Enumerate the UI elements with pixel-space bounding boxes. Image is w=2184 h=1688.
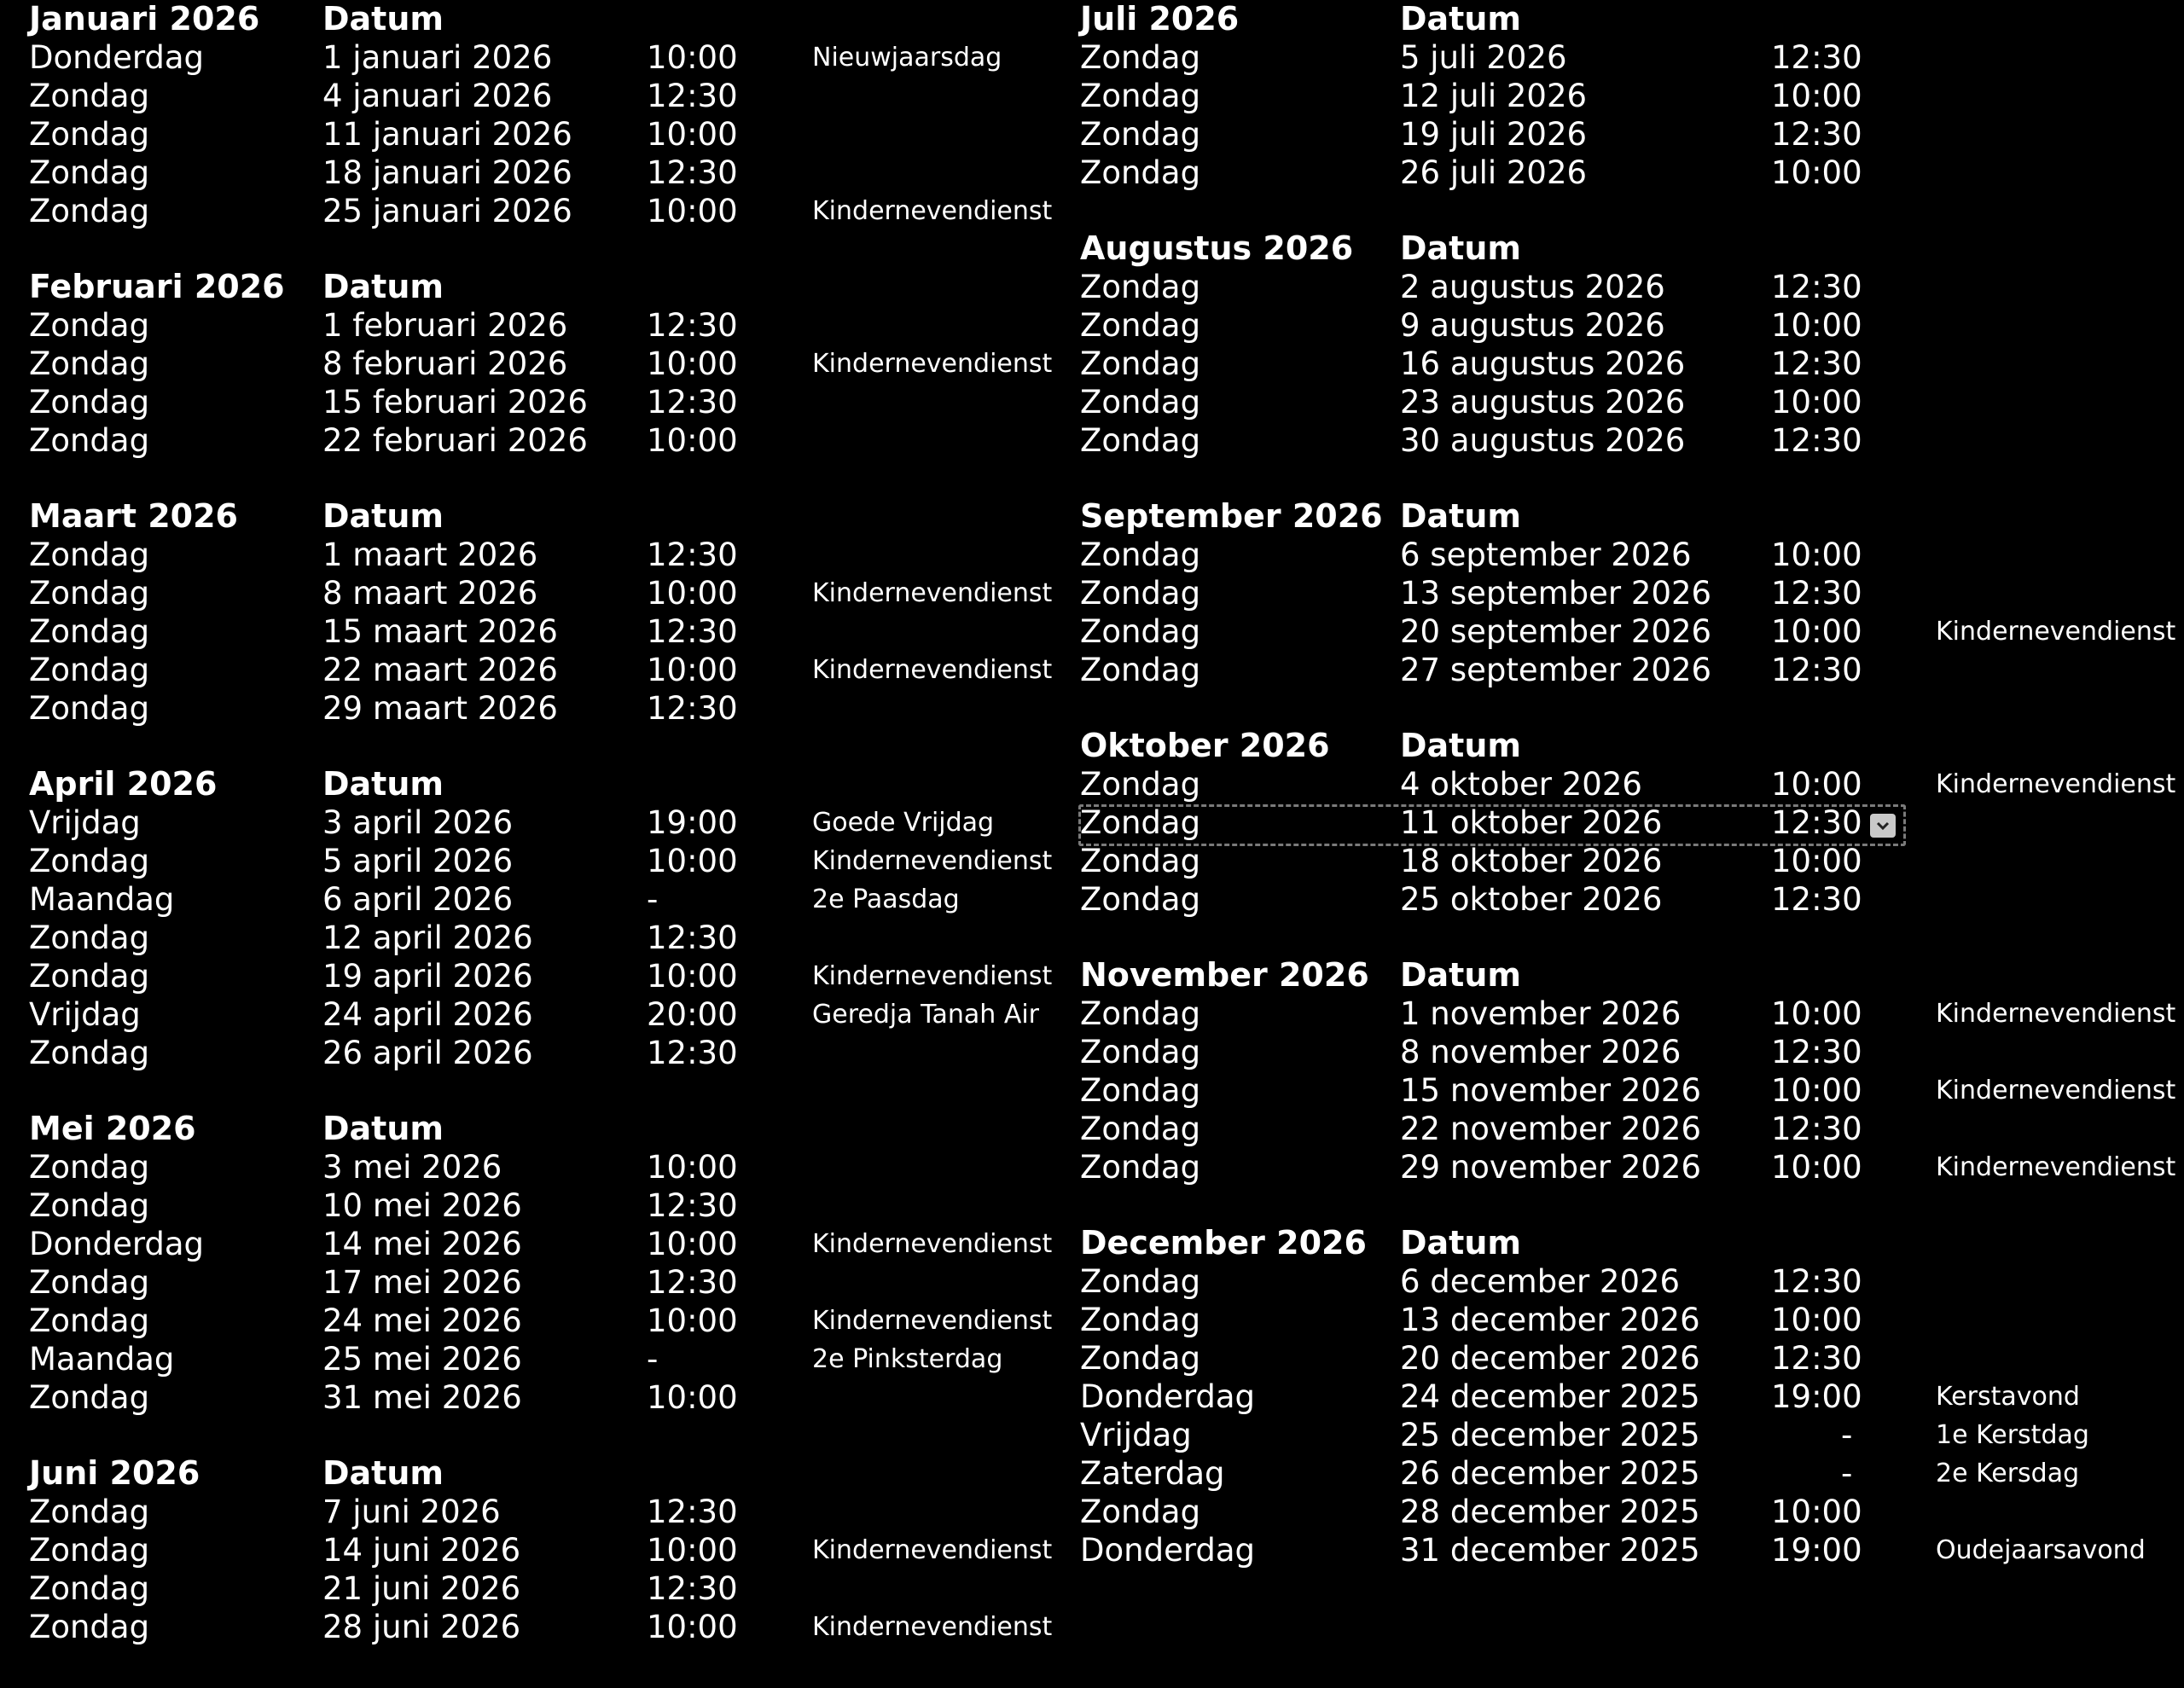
day-name: Maandag (29, 1341, 175, 1378)
service-date: 2 augustus 2026 (1400, 269, 1665, 305)
service-date: 25 mei 2026 (322, 1341, 522, 1378)
day-name: Zondag (1080, 537, 1201, 573)
service-time: 10:00 (647, 1609, 738, 1645)
service-time: 12:30 (1771, 1263, 1862, 1300)
day-name: Zondag (29, 116, 150, 153)
service-time: 10:00 (1771, 843, 1862, 879)
service-date: 19 juli 2026 (1400, 116, 1588, 153)
service-date: 14 mei 2026 (322, 1226, 522, 1262)
service-date: 31 december 2025 (1400, 1532, 1700, 1569)
service-note: Geredja Tanah Air (812, 1000, 1040, 1030)
day-name: Zondag (1080, 613, 1201, 650)
service-date: 6 december 2026 (1400, 1263, 1681, 1300)
service-note: Kindernevendienst (812, 655, 1053, 685)
service-note: Kindernevendienst (812, 1306, 1053, 1336)
service-time: 10:00 (647, 843, 738, 879)
day-name: Zondag (1080, 766, 1201, 803)
day-name: Zondag (1080, 154, 1201, 191)
service-date: 3 mei 2026 (322, 1149, 502, 1186)
day-name: Zondag (1080, 345, 1201, 382)
day-name: Zondag (29, 690, 150, 727)
service-time: 10:00 (647, 958, 738, 995)
day-name: Zondag (1080, 1072, 1201, 1109)
day-name: Zondag (1080, 384, 1201, 421)
day-name: Zondag (1080, 995, 1201, 1032)
service-note: Kerstavond (1936, 1382, 2080, 1412)
service-date: 20 december 2026 (1400, 1340, 1700, 1377)
service-time: 20:00 (647, 996, 738, 1033)
day-name: Zondag (29, 613, 150, 650)
service-time: 19:00 (647, 804, 738, 841)
date-column-header: Datum (1400, 956, 1521, 994)
day-name: Zondag (1080, 1263, 1201, 1300)
service-time: - (1841, 1455, 1853, 1492)
service-date: 30 augustus 2026 (1400, 422, 1686, 459)
service-date: 24 december 2025 (1400, 1378, 1700, 1415)
day-name: Zondag (29, 1264, 150, 1301)
service-date: 29 november 2026 (1400, 1149, 1702, 1186)
day-name: Zondag (29, 1609, 150, 1645)
service-time: 12:30 (1771, 804, 1862, 841)
date-column-header: Datum (322, 765, 444, 803)
month-title: April 2026 (29, 765, 218, 803)
service-date: 5 april 2026 (322, 843, 514, 879)
month-title: November 2026 (1080, 956, 1369, 994)
service-time: 10:00 (1771, 307, 1862, 344)
month-title: Augustus 2026 (1080, 229, 1354, 267)
service-date: 24 mei 2026 (322, 1302, 522, 1339)
day-name: Zondag (29, 1187, 150, 1224)
day-name: Zondag (29, 1379, 150, 1416)
day-name: Zaterdag (1080, 1455, 1225, 1492)
day-name: Donderdag (29, 1226, 205, 1262)
day-name: Zondag (1080, 78, 1201, 114)
service-date: 19 april 2026 (322, 958, 533, 995)
service-date: 4 oktober 2026 (1400, 766, 1642, 803)
service-date: 22 november 2026 (1400, 1111, 1702, 1147)
day-name: Zondag (29, 78, 150, 114)
service-note: Kindernevendienst (1936, 769, 2176, 799)
service-time: 12:30 (647, 919, 738, 956)
service-date: 4 januari 2026 (322, 78, 553, 114)
service-time: 10:00 (1771, 537, 1862, 573)
day-name: Zondag (29, 307, 150, 344)
day-name: Zondag (29, 1570, 150, 1607)
month-title: Maart 2026 (29, 497, 238, 535)
service-note: Kindernevendienst (1936, 1152, 2176, 1182)
chevron-down-icon[interactable] (1870, 814, 1896, 838)
service-time: 10:00 (647, 1149, 738, 1186)
service-date: 23 augustus 2026 (1400, 384, 1686, 421)
day-name: Zondag (1080, 1494, 1201, 1530)
service-time: 12:30 (1771, 575, 1862, 612)
service-date: 25 december 2025 (1400, 1417, 1700, 1453)
month-title: Januari 2026 (29, 0, 260, 38)
service-date: 13 september 2026 (1400, 575, 1712, 612)
service-date: 1 februari 2026 (322, 307, 568, 344)
month-title: December 2026 (1080, 1224, 1367, 1262)
service-time: 19:00 (1771, 1532, 1862, 1569)
service-note: Kindernevendienst (1936, 617, 2176, 647)
service-time: 10:00 (1771, 613, 1862, 650)
service-time: 12:30 (647, 78, 738, 114)
day-name: Zondag (1080, 116, 1201, 153)
service-time: 12:30 (647, 1035, 738, 1071)
service-time: 10:00 (1771, 1302, 1862, 1338)
service-time: 10:00 (647, 575, 738, 612)
day-name: Zondag (29, 958, 150, 995)
service-time: 10:00 (1771, 154, 1862, 191)
day-name: Zondag (1080, 652, 1201, 688)
service-time: 12:30 (647, 1187, 738, 1224)
service-time: 12:30 (647, 307, 738, 344)
day-name: Donderdag (1080, 1532, 1256, 1569)
service-date: 8 maart 2026 (322, 575, 538, 612)
service-note: Kindernevendienst (812, 846, 1053, 876)
day-name: Zondag (29, 193, 150, 229)
service-note: Kindernevendienst (812, 349, 1053, 379)
service-time: - (647, 1341, 659, 1378)
service-note: 1e Kerstdag (1936, 1420, 2089, 1450)
service-date: 16 augustus 2026 (1400, 345, 1686, 382)
day-name: Maandag (29, 881, 175, 918)
service-time: 10:00 (1771, 766, 1862, 803)
day-name: Zondag (29, 919, 150, 956)
service-time: 10:00 (647, 39, 738, 76)
day-name: Zondag (1080, 1111, 1201, 1147)
service-time: 12:30 (647, 690, 738, 727)
day-name: Zondag (29, 1149, 150, 1186)
service-time: - (1841, 1417, 1853, 1453)
day-name: Zondag (29, 345, 150, 382)
date-column-header: Datum (322, 1110, 444, 1147)
service-time: 10:00 (647, 1379, 738, 1416)
service-note: Kindernevendienst (812, 1612, 1053, 1642)
service-date: 6 september 2026 (1400, 537, 1692, 573)
service-date: 21 juni 2026 (322, 1570, 521, 1607)
month-title: Oktober 2026 (1080, 727, 1330, 764)
date-column-header: Datum (322, 268, 444, 305)
service-date: 14 juni 2026 (322, 1532, 521, 1569)
service-time: 12:30 (1771, 881, 1862, 918)
service-date: 8 november 2026 (1400, 1034, 1682, 1070)
day-name: Zondag (1080, 1034, 1201, 1070)
service-note: 2e Paasdag (812, 885, 960, 914)
date-column-header: Datum (1400, 1224, 1521, 1262)
day-name: Zondag (1080, 575, 1201, 612)
service-date: 15 februari 2026 (322, 384, 588, 421)
service-date: 22 maart 2026 (322, 652, 558, 688)
day-name: Vrijdag (29, 804, 141, 841)
service-note: Oudejaarsavond (1936, 1535, 2146, 1565)
service-time: 10:00 (647, 422, 738, 459)
service-date: 27 september 2026 (1400, 652, 1712, 688)
service-note: Kindernevendienst (812, 1535, 1053, 1565)
date-column-header: Datum (1400, 727, 1521, 764)
service-date: 20 september 2026 (1400, 613, 1712, 650)
day-name: Zondag (1080, 881, 1201, 918)
service-time: 12:30 (1771, 269, 1862, 305)
service-note: Kindernevendienst (1936, 1076, 2176, 1105)
service-date: 1 november 2026 (1400, 995, 1682, 1032)
date-column-header: Datum (322, 497, 444, 535)
service-time: 12:30 (1771, 422, 1862, 459)
day-name: Zondag (1080, 39, 1201, 76)
service-time: 12:30 (647, 1570, 738, 1607)
service-time: 12:30 (1771, 345, 1862, 382)
day-name: Donderdag (1080, 1378, 1256, 1415)
day-name: Zondag (29, 384, 150, 421)
service-note: Kindernevendienst (812, 196, 1053, 226)
date-column-header: Datum (1400, 229, 1521, 267)
service-time: 10:00 (1771, 78, 1862, 114)
service-note: 2e Kersdag (1936, 1459, 2080, 1488)
service-time: 10:00 (1771, 384, 1862, 421)
service-time: 10:00 (647, 1226, 738, 1262)
service-date: 29 maart 2026 (322, 690, 558, 727)
service-date: 12 april 2026 (322, 919, 533, 956)
service-time: 10:00 (647, 652, 738, 688)
date-column-header: Datum (1400, 497, 1521, 535)
service-time: 10:00 (647, 1532, 738, 1569)
service-note: 2e Pinksterdag (812, 1344, 1003, 1374)
service-time: 12:30 (1771, 1340, 1862, 1377)
service-time: 10:00 (647, 116, 738, 153)
service-time: 10:00 (1771, 1072, 1862, 1109)
month-title: Juni 2026 (29, 1454, 200, 1492)
service-time: 10:00 (647, 193, 738, 229)
service-time: 12:30 (647, 384, 738, 421)
service-date: 18 oktober 2026 (1400, 843, 1663, 879)
service-note: Kindernevendienst (1936, 999, 2176, 1029)
service-date: 8 februari 2026 (322, 345, 568, 382)
service-date: 7 juni 2026 (322, 1494, 501, 1530)
service-time: 12:30 (647, 1494, 738, 1530)
day-name: Zondag (1080, 1340, 1201, 1377)
service-time: 10:00 (1771, 995, 1862, 1032)
service-time: 12:30 (1771, 116, 1862, 153)
service-date: 1 januari 2026 (322, 39, 553, 76)
service-date: 28 december 2025 (1400, 1494, 1700, 1530)
date-column-header: Datum (322, 0, 444, 38)
day-name: Zondag (1080, 1302, 1201, 1338)
month-title: Juli 2026 (1080, 0, 1240, 38)
service-time: 10:00 (1771, 1494, 1862, 1530)
service-time: 10:00 (647, 1302, 738, 1339)
day-name: Zondag (29, 422, 150, 459)
day-name: Zondag (1080, 843, 1201, 879)
service-date: 31 mei 2026 (322, 1379, 522, 1416)
service-note: Nieuwjaarsdag (812, 43, 1002, 73)
day-name: Zondag (29, 1035, 150, 1071)
day-name: Zondag (29, 1302, 150, 1339)
service-date: 22 februari 2026 (322, 422, 588, 459)
day-name: Zondag (1080, 422, 1201, 459)
day-name: Zondag (1080, 307, 1201, 344)
date-column-header: Datum (322, 1454, 444, 1492)
service-time: 12:30 (647, 1264, 738, 1301)
service-time: 12:30 (1771, 39, 1862, 76)
date-column-header: Datum (1400, 0, 1521, 38)
service-date: 26 december 2025 (1400, 1455, 1700, 1492)
service-date: 13 december 2026 (1400, 1302, 1700, 1338)
month-title: Mei 2026 (29, 1110, 196, 1147)
service-date: 11 oktober 2026 (1400, 804, 1663, 841)
day-name: Vrijdag (29, 996, 141, 1033)
service-date: 3 april 2026 (322, 804, 514, 841)
service-time: 12:30 (1771, 652, 1862, 688)
day-name: Zondag (29, 843, 150, 879)
day-name: Zondag (29, 575, 150, 612)
service-date: 26 april 2026 (322, 1035, 533, 1071)
service-date: 15 november 2026 (1400, 1072, 1702, 1109)
service-time: 10:00 (1771, 1149, 1862, 1186)
service-time: 19:00 (1771, 1378, 1862, 1415)
service-date: 6 april 2026 (322, 881, 514, 918)
day-name: Zondag (29, 1532, 150, 1569)
day-name: Zondag (29, 154, 150, 191)
service-date: 17 mei 2026 (322, 1264, 522, 1301)
service-date: 25 oktober 2026 (1400, 881, 1663, 918)
service-note: Kindernevendienst (812, 961, 1053, 991)
service-date: 5 juli 2026 (1400, 39, 1567, 76)
day-name: Zondag (29, 652, 150, 688)
day-name: Vrijdag (1080, 1417, 1192, 1453)
service-date: 1 maart 2026 (322, 537, 538, 573)
service-date: 12 juli 2026 (1400, 78, 1588, 114)
service-date: 25 januari 2026 (322, 193, 572, 229)
day-name: Zondag (29, 1494, 150, 1530)
day-name: Zondag (29, 537, 150, 573)
month-title: September 2026 (1080, 497, 1383, 535)
service-date: 26 juli 2026 (1400, 154, 1588, 191)
service-time: - (647, 881, 659, 918)
service-time: 12:30 (1771, 1111, 1862, 1147)
day-name: Zondag (1080, 1149, 1201, 1186)
day-name: Zondag (1080, 804, 1201, 841)
day-name: Zondag (1080, 269, 1201, 305)
service-time: 12:30 (647, 613, 738, 650)
service-date: 28 juni 2026 (322, 1609, 521, 1645)
service-date: 11 januari 2026 (322, 116, 572, 153)
service-note: Kindernevendienst (812, 578, 1053, 608)
service-date: 9 augustus 2026 (1400, 307, 1665, 344)
service-time: 12:30 (647, 154, 738, 191)
service-date: 10 mei 2026 (322, 1187, 522, 1224)
service-date: 24 april 2026 (322, 996, 533, 1033)
day-name: Donderdag (29, 39, 205, 76)
service-date: 18 januari 2026 (322, 154, 572, 191)
service-time: 12:30 (647, 537, 738, 573)
month-title: Februari 2026 (29, 268, 285, 305)
service-note: Kindernevendienst (812, 1229, 1053, 1259)
service-date: 15 maart 2026 (322, 613, 558, 650)
service-time: 10:00 (647, 345, 738, 382)
service-time: 12:30 (1771, 1034, 1862, 1070)
service-note: Goede Vrijdag (812, 808, 995, 838)
